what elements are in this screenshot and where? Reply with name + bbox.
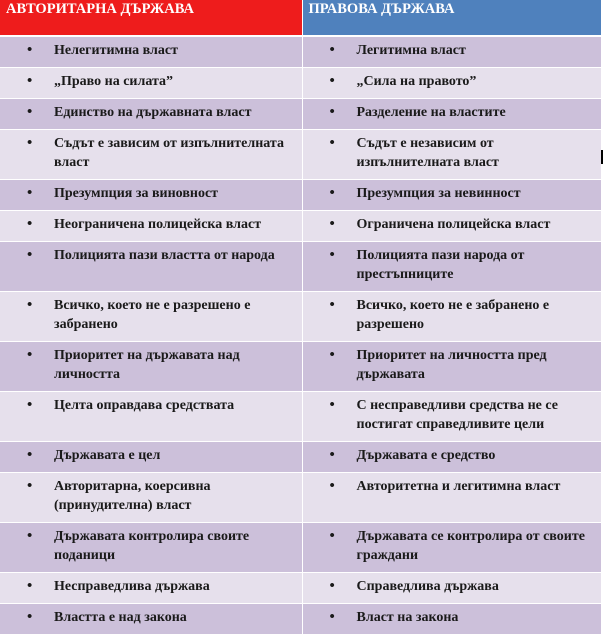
cell-text: Приоритет на личността пред държавата	[356, 348, 547, 382]
bullet-icon: •	[329, 42, 335, 58]
cell-text: Несправедлива държава	[54, 579, 210, 594]
bullet-icon: •	[27, 609, 33, 625]
cell-text: Ограничена полицейска власт	[356, 217, 551, 232]
bullet-icon: •	[27, 42, 33, 58]
table-row	[0, 211, 601, 242]
rule-of-law-cell	[302, 180, 601, 211]
rule-of-law-cell	[302, 392, 601, 442]
authoritarian-cell	[0, 180, 302, 211]
bullet-icon: •	[27, 104, 33, 120]
cell-text: Съдът е независим от изпълнителната власт	[356, 136, 499, 170]
table-row	[0, 473, 601, 523]
table-row	[0, 523, 601, 573]
table-row	[0, 68, 601, 99]
table-row	[0, 130, 601, 180]
rule-of-law-cell	[302, 130, 601, 180]
rule-of-law-cell	[302, 99, 601, 130]
authoritarian-cell	[0, 573, 302, 604]
rule-of-law-cell	[302, 573, 601, 604]
cell-text: Власт на закона	[356, 610, 459, 625]
cell-text: Властта е над закона	[54, 610, 187, 625]
cell-text: Полицията пази властта от народа	[54, 248, 275, 263]
cell-text: Държавата се контролира от своите граждани	[356, 529, 585, 563]
cell-text: Нелегитимна власт	[54, 43, 178, 58]
authoritarian-cell	[0, 242, 302, 292]
rule-of-law-cell	[302, 604, 601, 635]
cell-text: Държавата контролира своите поданици	[54, 529, 250, 563]
cell-text: Презумпция за виновност	[54, 186, 219, 201]
bullet-icon: •	[27, 447, 33, 463]
bullet-icon: •	[27, 73, 33, 89]
bullet-icon: •	[329, 347, 335, 363]
rule-of-law-cell	[302, 211, 601, 242]
cell-text: Презумпция за невинност	[356, 186, 521, 201]
bullet-icon: •	[27, 135, 33, 151]
bullet-icon: •	[27, 528, 33, 544]
bullet-icon: •	[27, 478, 33, 494]
bullet-icon: •	[329, 528, 335, 544]
authoritarian-cell	[0, 342, 302, 392]
bullet-icon: •	[329, 397, 335, 413]
bullet-icon: •	[329, 478, 335, 494]
table-row	[0, 292, 601, 342]
cell-text: Всичко, което не е разрешено е забранено	[54, 298, 251, 332]
bullet-icon: •	[329, 297, 335, 313]
cell-text: Държавата е цел	[54, 448, 161, 463]
rule-of-law-cell	[302, 36, 601, 68]
table-row	[0, 604, 601, 635]
cell-text: Полицията пази народа от престъпниците	[356, 248, 525, 282]
bullet-icon: •	[27, 247, 33, 263]
cell-text: Авторитарна, коерсивна (принудителна) власт	[54, 479, 211, 513]
table-row	[0, 36, 601, 68]
cell-text: Авторитетна и легитимна власт	[356, 479, 561, 494]
header-authoritarian-state: АВТОРИТАРНА ДЪРЖАВА	[0, 0, 302, 36]
cell-text: Единство на държавната власт	[54, 105, 252, 120]
bullet-icon: •	[27, 397, 33, 413]
bullet-icon: •	[329, 216, 335, 232]
table-row	[0, 242, 601, 292]
bullet-icon: •	[329, 135, 335, 151]
edge-marker	[601, 150, 603, 164]
header-row	[0, 0, 601, 36]
bullet-icon: •	[27, 578, 33, 594]
bullet-icon: •	[329, 609, 335, 625]
authoritarian-cell	[0, 604, 302, 635]
authoritarian-cell	[0, 68, 302, 99]
cell-text: Легитимна власт	[356, 43, 466, 58]
authoritarian-cell	[0, 130, 302, 180]
cell-text: Държавата е средство	[356, 448, 496, 463]
table-row	[0, 573, 601, 604]
cell-text: Съдът е зависим от изпълнителната власт	[54, 136, 284, 170]
authoritarian-cell	[0, 442, 302, 473]
rule-of-law-cell	[302, 442, 601, 473]
table-row	[0, 342, 601, 392]
rule-of-law-cell	[302, 292, 601, 342]
cell-text: Целта оправдава средствата	[54, 398, 235, 413]
cell-text: Неограничена полицейска власт	[54, 217, 262, 232]
rule-of-law-cell	[302, 242, 601, 292]
authoritarian-cell	[0, 211, 302, 242]
rule-of-law-cell	[302, 68, 601, 99]
bullet-icon: •	[27, 347, 33, 363]
bullet-icon: •	[329, 247, 335, 263]
rule-of-law-cell	[302, 342, 601, 392]
bullet-icon: •	[329, 185, 335, 201]
cell-text: Разделение на властите	[356, 105, 506, 120]
cell-text: С несправедливи средства не се постигат справедливите цели	[356, 398, 558, 432]
table-row	[0, 99, 601, 130]
table-row	[0, 392, 601, 442]
bullet-icon: •	[329, 73, 335, 89]
header-rule-of-law-state: ПРАВОВА ДЪРЖАВА	[302, 0, 601, 36]
bullet-icon: •	[27, 297, 33, 313]
cell-text: „Право на силата”	[54, 74, 174, 89]
bullet-icon: •	[27, 216, 33, 232]
bullet-icon: •	[329, 447, 335, 463]
cell-text: „Сила на правото”	[356, 74, 477, 89]
cell-text: Справедлива държава	[356, 579, 499, 594]
table-row	[0, 442, 601, 473]
rule-of-law-cell	[302, 473, 601, 523]
authoritarian-cell	[0, 292, 302, 342]
authoritarian-cell	[0, 36, 302, 68]
table-row	[0, 180, 601, 211]
cell-text: Всичко, което не е забранено е разрешено	[356, 298, 550, 332]
bullet-icon: •	[329, 104, 335, 120]
authoritarian-cell	[0, 99, 302, 130]
bullet-icon: •	[329, 578, 335, 594]
rule-of-law-cell	[302, 523, 601, 573]
authoritarian-cell	[0, 473, 302, 523]
authoritarian-cell	[0, 392, 302, 442]
bullet-icon: •	[27, 185, 33, 201]
authoritarian-cell	[0, 523, 302, 573]
cell-text: Приоритет на държавата над личността	[54, 348, 240, 382]
